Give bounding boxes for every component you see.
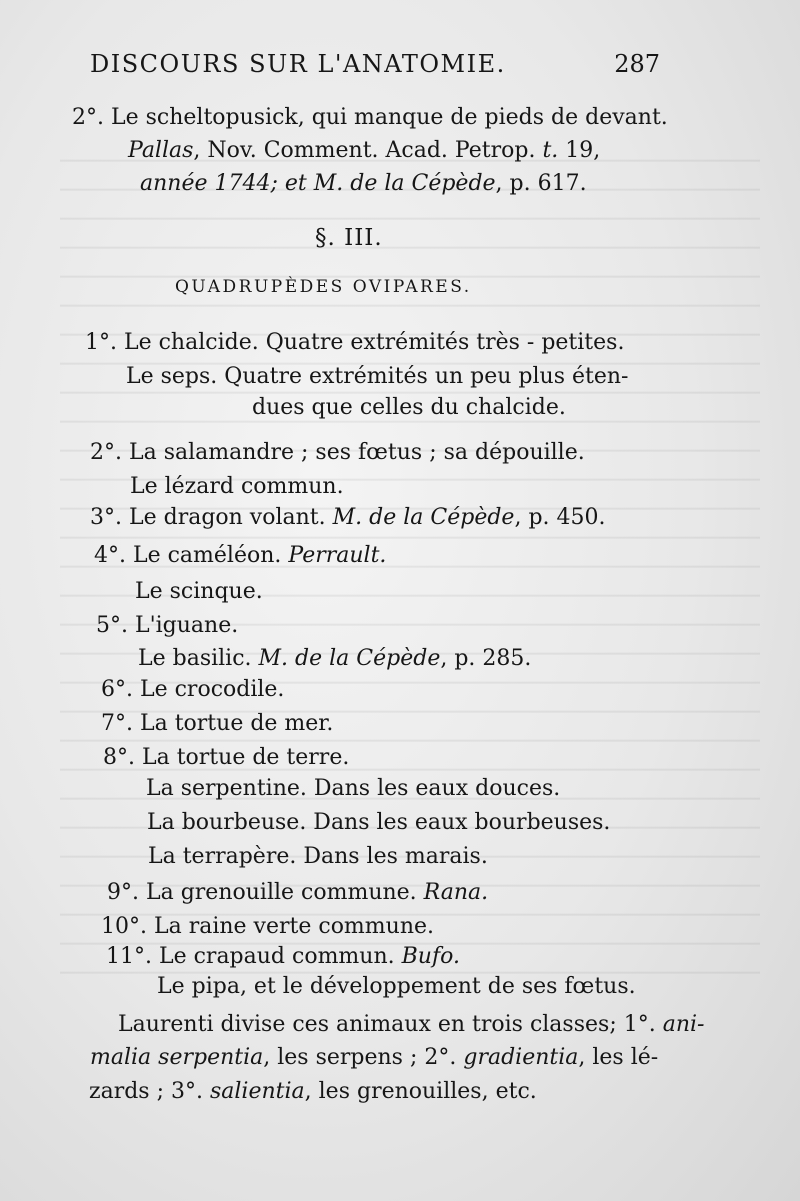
text-line: 2°. Le scheltopusick, qui manque de pieds de devant. [72,105,668,130]
list-item: 5°. L'iguane. [96,613,239,638]
paragraph-line: malia serpentia, les serpens ; 2°. gradientia, les lé- [90,1045,659,1070]
text-line: Pallas, Nov. Comment. Acad. Petrop. t. 19, [128,138,601,163]
text-line: année 1744; et M. de la Cépède, p. 617. [140,171,587,196]
page-header [90,50,660,90]
page-number: 287 [614,50,660,78]
list-item: 2°. La salamandre ; ses fœtus ; sa dépouille. [90,440,585,465]
list-item: Le basilic. M. de la Cépède, p. 285. [138,646,532,671]
list-item: 1°. Le chalcide. Quatre extrémités très - petites. [85,330,625,355]
list-item: Le seps. Quatre extrémités un peu plus éten- [126,364,629,389]
list-item: La terrapère. Dans les marais. [148,844,488,869]
list-item: La bourbeuse. Dans les eaux bourbeuses. [147,810,611,835]
list-item: Le scinque. [135,579,263,604]
list-item: 9°. La grenouille commune. Rana. [107,880,489,905]
section-subheading: QUADRUPÈDES OVIPARES. [175,277,472,297]
running-title: DISCOURS SUR L'ANATOMIE. [90,50,506,78]
list-item: dues que celles du chalcide. [252,395,566,420]
list-item: 7°. La tortue de mer. [101,711,334,736]
list-item: 3°. Le dragon volant. M. de la Cépède, p. 450. [90,505,606,530]
list-item: 6°. Le crocodile. [101,677,285,702]
paragraph-line: zards ; 3°. salientia, les grenouilles, etc. [89,1079,537,1104]
section-heading: §. III. [315,225,383,251]
list-item: La serpentine. Dans les eaux douces. [146,776,561,801]
list-item: 8°. La tortue de terre. [103,745,350,770]
list-item: 4°. Le caméléon. Perrault. [94,543,387,568]
list-item: Le pipa, et le développement de ses fœtus. [157,974,636,999]
list-item: 10°. La raine verte commune. [101,914,435,939]
paragraph-line: Laurenti divise ces animaux en trois classes; 1°. ani- [118,1012,705,1037]
list-item: 11°. Le crapaud commun. Bufo. [106,944,460,969]
list-item: Le lézard commun. [130,474,344,499]
